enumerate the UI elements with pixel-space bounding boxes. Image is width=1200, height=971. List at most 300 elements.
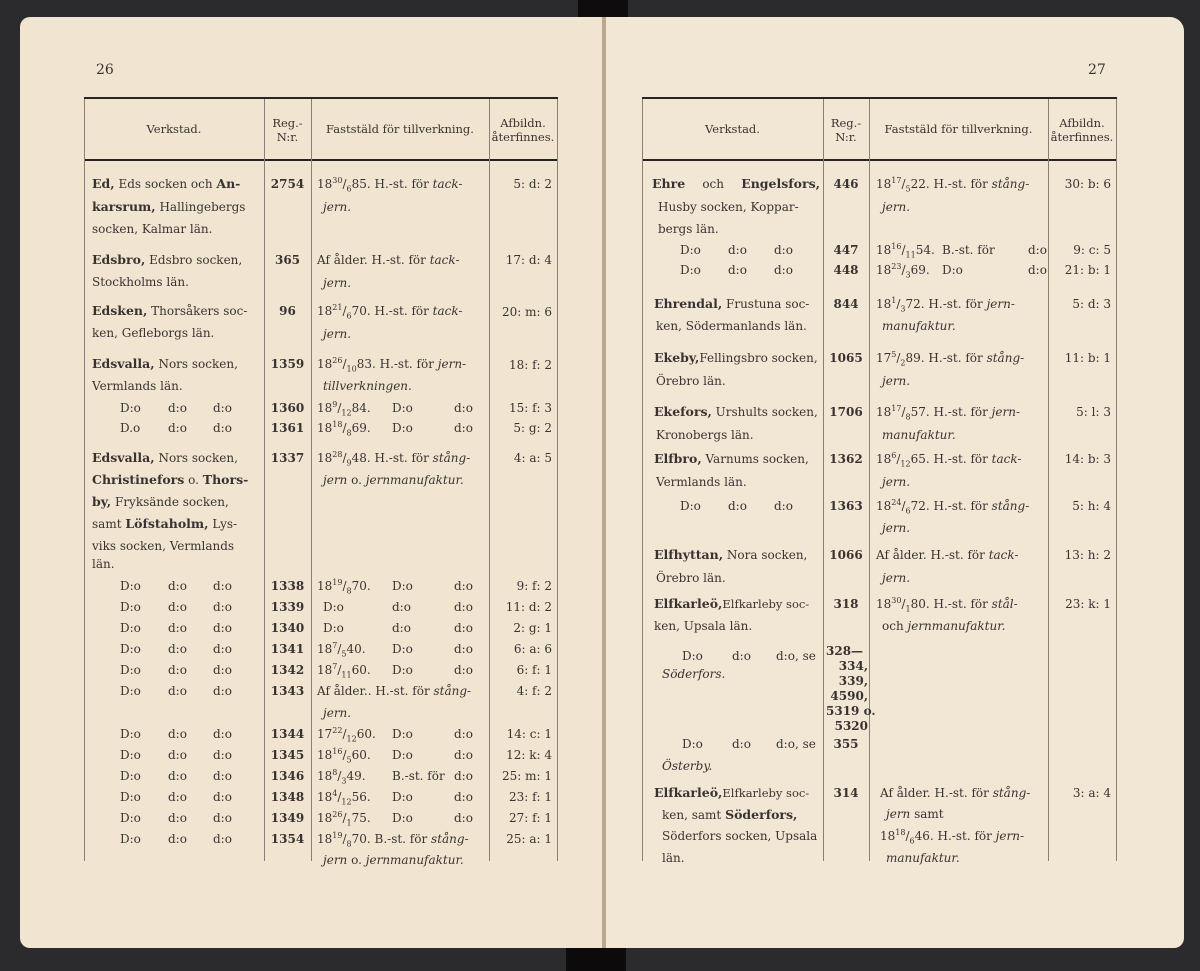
verkstad-name: Edsken, [92,303,148,318]
month-sub: 8 [905,412,911,422]
verkstad-line [652,176,820,192]
reg-number: 446 [833,177,859,191]
faststald-line [882,199,910,215]
verkstad-line [654,350,818,366]
month-sub: 8 [346,428,352,438]
reg-number-list [826,644,876,734]
ditto-b: d:o [454,663,473,677]
afbildn-ref: 23: f: 1 [508,790,552,804]
faststald-text: 72. H.-st. för [910,499,992,513]
day-sup: 19 [332,831,343,840]
faststald-italic: stål- [991,597,1018,611]
verkstad-text: o. [184,473,203,487]
faststald-line [317,252,460,268]
day-sup: 24 [891,498,902,507]
ditto-3: d:o [213,832,232,846]
faststald-italic: jern. [882,571,911,585]
faststald-line: $18^{26}/_{10}83$. H.-st. för jern- [317,356,467,374]
afbildn-ref: 5: h: 4 [1072,499,1111,513]
header-afbildn [489,116,557,144]
faststald-text: 70. [351,579,371,593]
month-sub: 2 [900,358,906,368]
faststald-text: 48. H.-st. för [351,451,433,465]
faststald-text: 60. [356,727,376,741]
verkstad-name: Söderfors, [725,807,798,822]
reg-number: 1342 [270,663,305,677]
ditto-b: d:o [454,811,473,825]
faststald-line [323,199,351,215]
faststald-italic: jern. [323,200,352,214]
verkstad-line [654,404,818,420]
faststald-text: 70. B.-st. för [351,832,432,846]
afbildn-ref: 3: a: 4 [1072,786,1111,800]
ditto-1: D:o [120,832,141,846]
faststald-italic: jern [323,853,348,867]
verkstad-text: och [702,177,725,191]
faststald-italic: tack- [429,253,460,267]
col-divider [311,99,312,861]
faststald-line [882,570,910,586]
afbildn-ref: 6: a: 6 [513,642,552,656]
header-afb-line1: Afbildn. [500,116,546,130]
year: 18 [317,451,333,465]
verkstad-name: Ekeby, [654,350,700,365]
verkstad-name: Christinefors [92,472,185,487]
month-sub: 12 [341,797,352,807]
faststald-italic: stång- [991,177,1030,191]
reg-number: 4590, [830,689,868,703]
verkstad-line: ken, Upsala län. [654,619,753,633]
reg-number: 1339 [270,600,305,614]
ditto-1: D:o [120,663,141,677]
table-top-rule-right [642,97,1117,99]
day-sup: 7 [332,662,338,671]
reg-number: 365 [274,253,301,267]
faststald-text: 83. H.-st. för [356,357,438,371]
ditto-a: D:o [392,401,413,415]
reg-number: 1359 [270,357,305,371]
year: 18 [876,452,892,466]
faststald-italic: jern- [986,297,1015,311]
ditto-3: d:o, se [776,737,816,751]
verkstad-line [654,547,807,563]
verkstad-line [662,758,712,774]
ditto-2: d:o [168,621,187,635]
verkstad-line: socken, Kalmar län. [92,222,213,236]
year: 18 [317,769,333,783]
ditto-2: d:o [168,790,187,804]
day-sup: 9 [332,400,338,409]
year: 18 [876,597,892,611]
faststald-italic: jern- [991,405,1021,419]
header-verkstad: Verkstad. [146,122,202,136]
faststald-italic: jernmanufaktur. [907,619,1006,633]
reg-number: 328— [826,644,864,658]
ditto-3: d:o [213,401,232,415]
verkstad-text: Lys- [208,517,238,531]
day-sup: 18 [332,420,343,429]
reg-number: 5320 [834,719,868,733]
faststald-line [882,520,910,536]
day-sup: 22 [332,726,343,735]
ditto-b: d:o [454,421,473,435]
ditto-b: d:o [454,600,473,614]
faststald-text: 80. H.-st. för [910,597,992,611]
faststald-text: 70. H.-st. för [351,304,433,318]
reg-number: 1706 [829,405,863,419]
ditto-2: d:o [168,748,187,762]
reg-number: 1345 [270,748,305,762]
ditto-3: d:o [213,579,232,593]
faststald-italic: manufaktur. [886,851,960,865]
faststald-text: 60. [351,663,371,677]
afbildn-ref: 12: k: 4 [506,748,552,762]
faststald-italic: jern [886,807,911,821]
ditto-1: D:o [120,790,141,804]
ditto-a: d:o [392,600,411,614]
day-sup: 26 [332,356,343,365]
afbildn-ref: 30: b: 6 [1064,177,1111,191]
ditto-b: d:o [454,769,473,783]
verkstad-name: Engelsfors, [741,176,820,191]
header-reg [823,116,869,144]
month-sub: 12 [346,734,357,744]
ditto-3: d:o [213,769,232,783]
verkstad-line: Kronobergs län. [656,428,754,442]
month-sub: 6 [909,836,915,846]
reg-number: 1066 [829,548,863,562]
reg-number: 1361 [270,421,305,435]
verkstad-line [92,472,248,488]
ditto-1: D:o [120,748,141,762]
faststald-italic: jern. [323,276,352,290]
afbildn-ref: 6: f: 1 [516,663,552,677]
faststald-text: 22. H.-st. för [910,177,992,191]
verkstad-name: by, [92,494,112,509]
faststald-italic: manufaktur. [882,428,956,442]
ditto-b: d:o [454,790,473,804]
faststald-italic: tack- [432,304,463,318]
reg-number: 5319 o. [826,704,876,718]
month-sub: 12 [900,459,911,469]
ditto-a: D:o [392,421,413,435]
verkstad-text: Frustuna soc- [722,297,810,311]
faststald-line: $18^{18}/_646$. H.-st. för jern- [880,828,1025,846]
day-sup: 26 [332,810,343,819]
faststald-line [323,705,351,721]
ditto-a: D:o [392,748,413,762]
faststald-line [882,373,910,389]
verkstad-name: Ekefors, [654,404,712,419]
ditto-3: d:o [774,499,793,513]
ditto-p: D:o [323,600,344,614]
ditto-1: D:o [120,684,141,698]
verkstad-line [92,252,242,268]
faststald-line [886,850,960,866]
faststald-text: 65. H.-st. för [910,452,992,466]
ditto-2: d:o [168,832,187,846]
ditto-b: d:o [1028,243,1047,257]
reg-number: 1346 [270,769,305,783]
verkstad-italic: Söderfors. [662,667,726,681]
month-sub: 3 [900,304,906,314]
header-afb-line2: återfinnes. [491,130,555,144]
ditto-p: D:o [323,621,344,635]
faststald-italic: jern [323,473,348,487]
afbildn-ref: 17: d: 4 [505,253,552,267]
table-top-rule-left [84,97,558,99]
faststald-italic: tack- [991,452,1022,466]
faststald-italic: tack- [988,548,1019,562]
ditto-1: D.o [120,421,141,435]
faststald-italic: tack- [432,177,463,191]
reg-number: 1337 [270,451,305,465]
year: 18 [876,177,892,191]
faststald-line [882,474,910,490]
reg-number: 844 [833,297,859,311]
ditto-1: D:o [120,727,141,741]
faststald-text: 89. H.-st. för [905,351,987,365]
faststald-line [323,326,351,342]
month-sub: 9 [346,458,352,468]
reg-number: 314 [833,786,859,800]
ditto-a: D:o [392,727,413,741]
ditto-3: d:o [213,748,232,762]
year: 18 [876,405,892,419]
ditto-3: d:o [213,790,232,804]
afbildn-ref: 9: f: 2 [516,579,552,593]
ditto-1: D:o [120,642,141,656]
ditto-3: d:o [213,600,232,614]
ditto-b: d:o [454,727,473,741]
verkstad-line: Örebro län. [656,571,726,585]
faststald-date: $18^8/_349$. [317,768,366,786]
year: 18 [876,297,892,311]
ditto-1: D:o [120,579,141,593]
faststald-line: $18^{17}/_857$. H.-st. för jern- [876,404,1021,422]
ditto-2: d:o [732,649,751,663]
verkstad-line [662,807,797,823]
verkstad-text: Elfkarleby soc- [722,786,810,800]
col-divider [642,99,643,861]
reg-number: 2754 [270,177,305,191]
ditto-1: D:o [120,600,141,614]
ditto-3: d:o [774,243,793,257]
faststald-italic: jern. [323,706,352,720]
ditto-2: d:o [168,642,187,656]
verkstad-text: Urshults socken, [711,405,818,419]
verkstad-name: Ed, [92,176,115,191]
faststald-text: 40. [346,642,366,656]
verkstad-line [92,516,237,532]
verkstad-line [92,494,229,510]
faststald-line: $17^5/_289$. H.-st. för stång- [876,350,1025,368]
year: 18 [876,499,892,513]
month-sub: 11 [905,250,916,260]
faststald-text: 69. [351,421,371,435]
day-sup: 16 [891,242,902,251]
verkstad-text: samt [92,517,126,531]
afbildn-ref: 13: h: 2 [1064,548,1111,562]
ditto-3: d:o, se [776,649,816,663]
reg-number: 448 [833,263,859,277]
verkstad-text: Nors socken, [154,357,238,371]
month-sub: 1 [346,818,352,828]
day-sup: 30 [332,176,343,185]
header-reg-line2: N:r. [276,130,299,144]
verkstad-line: ken, Södermanlands län. [656,319,807,333]
month-sub: 3 [341,776,347,786]
year: 18 [876,263,892,277]
faststald-italic: jernmanufaktur. [365,473,464,487]
verkstad-name: Elfhyttan, [654,547,724,562]
afbildn-ref: 25: a: 1 [506,832,552,846]
verkstad-text: Nors socken, [154,451,238,465]
faststald-text: Af ålder. H.-st. för [876,548,989,562]
verkstad-text: Hallingebergs [155,200,246,214]
reg-number: 1340 [270,621,305,635]
faststald-italic: jern. [882,521,911,535]
day-sup: 30 [891,596,902,605]
reg-number: 1065 [829,351,863,365]
year: 18 [317,663,333,677]
reg-number: 1362 [829,452,863,466]
afbildn-ref: 15: f: 3 [508,401,552,415]
verkstad-line [654,785,809,801]
col-divider [1116,99,1117,861]
faststald-text: 85. H.-st. för [351,177,433,191]
ditto-2: d:o [728,499,747,513]
afbildn-ref: 5: l: 3 [1076,405,1111,419]
ditto-1: D:o [120,769,141,783]
afbildn-ref: 5: d: 2 [513,177,552,191]
ditto-a: D:o [392,642,413,656]
year: 18 [317,790,333,804]
faststald-text: 84. [351,401,371,415]
faststald-text: Af ålder. H.-st. för [317,253,430,267]
reg-number: 339, [838,674,868,688]
day-sup: 23 [891,262,902,271]
verkstad-name: Thors- [202,472,249,487]
day-sup: 5 [891,350,897,359]
year: 17 [317,727,333,741]
day-sup: 18 [895,828,906,837]
reg-number: 1341 [270,642,305,656]
verkstad-text: Edsbro socken, [145,253,243,267]
afbildn-ref: 4: f: 2 [516,684,552,698]
month-sub: 6 [905,506,911,516]
ditto-2: d:o [168,600,187,614]
verkstad-line: viks socken, Vermlands [92,539,235,553]
verkstad-name: Ehre [652,176,686,191]
ditto-3: d:o [774,263,793,277]
ditto-2: d:o [168,769,187,783]
reg-number: 334, [838,659,868,673]
reg-number: 1344 [270,727,305,741]
ditto-1: D:o [682,649,703,663]
faststald-line: $18^{21}/_670$. H.-st. för tack- [317,303,463,321]
verkstad-line [662,666,725,682]
day-sup: 21 [332,303,343,312]
reg-number: 1348 [270,790,305,804]
faststald-line [880,785,1030,801]
year: 18 [317,579,333,593]
faststald-date: $18^9/_{12}84$. [317,400,371,418]
ditto-3: d:o [213,663,232,677]
verkstad-name: Löfstaholm, [125,516,209,531]
faststald-italic: jern. [323,327,352,341]
verkstad-line: ken, Gefleborgs län. [92,326,215,340]
verkstad-name: Ehrendal, [654,296,723,311]
faststald-text: 54. [915,243,935,257]
col-divider [869,99,870,861]
header-afb-line2: återfinnes. [1050,130,1114,144]
month-sub: 6 [346,311,352,321]
faststald-text: 69. [910,263,930,277]
year: 18 [317,177,333,191]
month-sub: 11 [341,670,352,680]
faststald-italic: stång- [986,351,1025,365]
faststald-italic: stång- [991,499,1030,513]
day-sup: 7 [332,641,338,650]
verkstad-line: Söderfors socken, Upsala [662,829,818,843]
verkstad-text: Elfkarleby soc- [722,597,810,611]
afbildn-ref: 11: d: 2 [505,600,552,614]
ditto-a: D:o [942,263,963,277]
faststald-line: $18^{17}/_522$. H.-st. för stång- [876,176,1030,194]
year: 18 [317,304,333,318]
month-sub: 6 [346,184,352,194]
year: 18 [317,401,333,415]
faststald-italic: jern. [882,374,911,388]
ditto-2: d:o [168,727,187,741]
reg-number: 1349 [270,811,305,825]
faststald-text: samt [910,807,944,821]
faststald-italic: tillverkningen. [323,379,412,393]
year: 18 [317,748,333,762]
faststald-text: 57. H.-st. för [910,405,992,419]
faststald-line [323,378,412,394]
ditto-2: d:o [168,811,187,825]
ditto-b: d:o [454,621,473,635]
day-sup: 16 [332,747,343,756]
month-sub: 5 [341,649,347,659]
month-sub: 3 [905,270,911,280]
faststald-line [882,427,956,443]
day-sup: 28 [332,450,343,459]
year: 18 [317,421,333,435]
header-reg-line2: N:r. [835,130,857,144]
col-divider [84,99,85,861]
faststald-italic: stång- [992,786,1031,800]
faststald-text: 46. H.-st. för [914,829,996,843]
ditto-b: d:o [454,748,473,762]
afbildn-ref: 23: k: 1 [1065,597,1111,611]
faststald-date: $18^{19}/_870$. [317,578,371,596]
page-number-left: 26 [96,62,114,78]
verkstad-text: Varnums socken, [701,452,809,466]
ditto-1: D:o [680,499,701,513]
year: 18 [880,829,896,843]
afbildn-ref: 25: m: 1 [502,769,552,783]
verkstad-name: Edsvalla, [92,450,155,465]
faststald-italic: jernmanufaktur. [365,853,464,867]
reg-number: 1360 [270,401,305,415]
afbildn-ref: 18: f: 2 [508,358,552,372]
ditto-2: d:o [168,684,187,698]
day-sup: 6 [891,451,897,460]
verkstad-line [654,451,809,467]
